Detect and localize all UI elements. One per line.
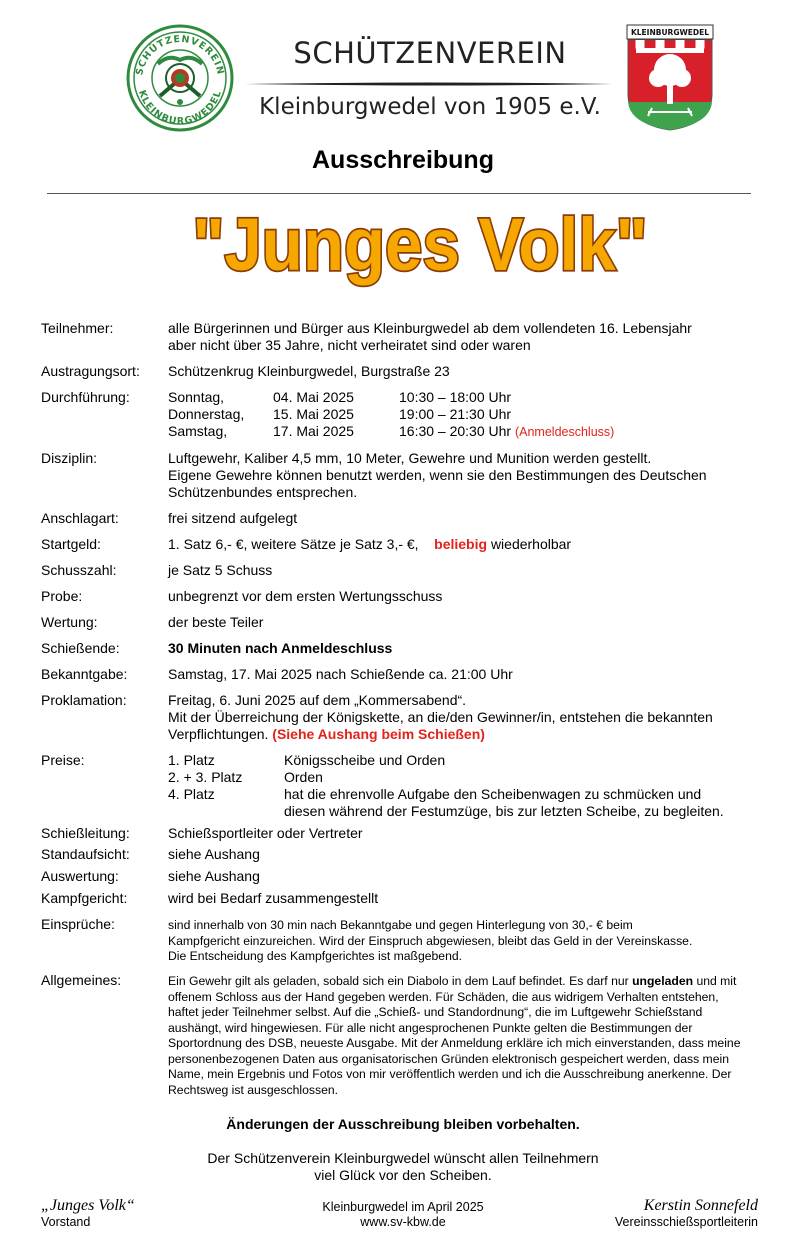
event-title-text: "Junges Volk" — [192, 203, 648, 286]
value-proklamation-3: Verpflichtungen. (Siehe Aushang beim Schießen) — [168, 726, 485, 742]
value-disziplin-2: Eigene Gewehre können benutzt werden, wenn sie den Bestimmungen des Deutschen — [168, 467, 707, 483]
value-anschlagart: frei sitzend aufgelegt — [168, 510, 298, 526]
reservation-notice: Änderungen der Ausschreibung bleiben vorbehalten. — [226, 1116, 580, 1132]
title-divider — [47, 193, 751, 194]
header-divider — [245, 82, 613, 86]
label-allgemeines: Allgemeines: — [41, 972, 122, 988]
value-disziplin-1: Luftgewehr, Kaliber 4,5 mm, 10 Meter, Gewehre und Munition werden gestellt. — [168, 450, 652, 466]
value-schiessleitung: Schießsportleiter oder Vertreter — [168, 825, 363, 841]
label-teilnehmer: Teilnehmer: — [41, 320, 114, 336]
value-allgemeines-3: haftet jeder Teilnehmer selbst. Auf die „Schieß- und Standordnung“, die im Luftgewehr Schießstand — [168, 1005, 703, 1019]
club-subtitle: Kleinburgwedel von 1905 e.V. — [259, 94, 601, 120]
allgemeines-emphasis: ungeladen — [632, 974, 694, 988]
label-anschlagart: Anschlagart: — [41, 510, 119, 526]
label-bekanntgabe: Bekanntgabe: — [41, 666, 128, 682]
date-time-2: 19:00 – 21:30 Uhr — [399, 406, 512, 422]
value-standaufsicht: siehe Aushang — [168, 846, 260, 862]
value-allgemeines-4: aushängt, wird hingewiesen. Für alle nicht angesprochenen Punkte gelten die Bestimmungen der — [168, 1020, 693, 1035]
label-schiessende: Schießende: — [41, 640, 120, 656]
label-disziplin: Disziplin: — [41, 450, 98, 466]
label-auswertung: Auswertung: — [41, 868, 119, 884]
value-allgemeines-7: Name, mein Ergebnis und Fotos von mir veröffentlich werden und ich die Ausschreibung anerkenne. Der — [168, 1067, 732, 1081]
proklamation-highlight: (Siehe Aushang beim Schießen) — [272, 726, 485, 742]
label-probe: Probe: — [41, 588, 83, 604]
label-startgeld: Startgeld: — [41, 536, 101, 552]
value-probe: unbegrenzt vor dem ersten Wertungsschuss — [168, 588, 443, 604]
footer-right-role: Vereinsschießsportleiterin — [614, 1215, 758, 1229]
prize-value-1: Königsscheibe und Orden — [284, 752, 446, 768]
town-crest-logo — [626, 24, 714, 132]
wish-line-2: viel Glück vor den Scheiben. — [314, 1167, 492, 1183]
value-bekanntgabe: Samstag, 17. Mai 2025 nach Schießende ca. 21:00 Uhr — [168, 666, 513, 682]
date-date-2: 15. Mai 2025 — [273, 406, 354, 422]
label-austragungsort: Austragungsort: — [41, 363, 140, 379]
date-day-2: Donnerstag, — [168, 406, 245, 422]
value-schiessende: 30 Minuten nach Anmeldeschluss — [168, 640, 393, 656]
value-teilnehmer-1: alle Bürgerinnen und Bürger aus Kleinburgwedel ab dem vollendeten 16. Lebensjahr — [168, 320, 692, 336]
date-date-3: 17. Mai 2025 — [273, 423, 354, 439]
prize-value-2: Orden — [284, 769, 323, 785]
value-disziplin-3: Schützenbundes entsprechen. — [168, 484, 358, 500]
label-schiessleitung: Schießleitung: — [41, 825, 130, 841]
footer-place-date: Kleinburgwedel im April 2025 — [322, 1200, 484, 1214]
prize-place-2: 2. + 3. Platz — [168, 769, 243, 785]
label-standaufsicht: Standaufsicht: — [41, 846, 130, 862]
wish-line-1: Der Schützenverein Kleinburgwedel wünscht allen Teilnehmern — [207, 1150, 599, 1166]
svg-text:KLEINBURGWEDEL: KLEINBURGWEDEL — [630, 28, 710, 37]
label-durchfuehrung: Durchführung: — [41, 389, 130, 405]
value-einsprueche-1: sind innerhalb von 30 min nach Bekanntgabe und gegen Hinterlegung von 30,- € beim — [168, 918, 633, 932]
value-allgemeines-8: Rechtsweg ist ausgeschlossen. — [168, 1082, 339, 1097]
value-schusszahl: je Satz 5 Schuss — [168, 562, 273, 578]
value-proklamation-2: Mit der Überreichung der Königskette, an die/den Gewinner/in, entstehen die bekannten — [168, 709, 713, 725]
prize-place-3: 4. Platz — [168, 786, 215, 802]
startgeld-highlight: beliebig — [434, 536, 488, 552]
label-kampfgericht: Kampfgericht: — [41, 890, 128, 906]
value-teilnehmer-2: aber nicht über 35 Jahre, nicht verheiratet sind oder waren — [168, 337, 531, 353]
value-allgemeines-1: Ein Gewehr gilt als geladen, sobald sich ein Diabolo in dem Lauf befindet. Es darf nur ungeladen und mit — [168, 974, 737, 988]
club-name: SCHÜTZENVEREIN — [293, 36, 567, 70]
date-time-3: 16:30 – 20:30 Uhr (Anmeldeschluss) — [399, 423, 615, 439]
value-allgemeines-2: offenem Schloss aus der Hand gegeben werden. Für Schäden, die aus widrigem Verhalten entstehen, — [168, 989, 719, 1004]
footer-left-signature: „Junges Volk“ — [41, 1197, 135, 1214]
date-day-1: Sonntag, — [168, 389, 225, 405]
registration-deadline-note: (Anmeldeschluss) — [514, 425, 615, 439]
club-seal-logo — [124, 24, 236, 132]
value-allgemeines-5: Sportordnung des DSB, neueste Ausgabe. Mit der Anmeldung erkläre ich mich einverstanden, dass meine — [168, 1036, 741, 1050]
value-austragungsort: Schützenkrug Kleinburgwedel, Burgstraße 23 — [168, 363, 450, 379]
label-schusszahl: Schusszahl: — [41, 562, 117, 578]
prize-value-3: hat die ehrenvolle Aufgabe den Scheibenwagen zu schmücken und — [284, 786, 702, 802]
value-startgeld: 1. Satz 6,- €, weitere Sätze je Satz 3,- €, beliebig wiederholbar — [168, 536, 572, 552]
date-date-1: 04. Mai 2025 — [273, 389, 354, 405]
label-proklamation: Proklamation: — [41, 692, 127, 708]
svg-text:SCHÜTZENVEREIN: SCHÜTZENVEREIN — [134, 33, 226, 77]
prize-value-3-cont: diesen während der Festumzüge, bis zur letzten Scheibe, zu begleiten. — [284, 803, 724, 819]
value-proklamation-1: Freitag, 6. Juni 2025 auf dem „Kommersabend“. — [168, 692, 467, 708]
value-allgemeines-6: personenbezogenen Daten aus organisatorischen Gründen elektronisch gespeichert werden, dass mein — [168, 1051, 729, 1066]
value-kampfgericht: wird bei Bedarf zusammengestellt — [168, 890, 379, 906]
event-title — [0, 198, 806, 288]
footer-website: www.sv-kbw.de — [360, 1215, 446, 1229]
date-time-1: 10:30 – 18:00 Uhr — [399, 389, 512, 405]
value-einsprueche-3: Die Entscheidung des Kampfgerichtes ist maßgebend. — [168, 949, 463, 963]
prize-place-1: 1. Platz — [168, 752, 215, 768]
svg-text:KLEINBURGWEDEL: KLEINBURGWEDEL — [135, 88, 224, 128]
label-preise: Preise: — [41, 752, 85, 768]
label-einsprueche: Einsprüche: — [41, 916, 115, 932]
date-day-3: Samstag, — [168, 423, 228, 439]
value-einsprueche-2: Kampfgericht einzureichen. Wird der Einspruch abgewiesen, bleibt das Geld in der Vereinskasse. — [168, 933, 693, 948]
label-wertung: Wertung: — [41, 614, 98, 630]
footer-right-signature: Kerstin Sonnefeld — [643, 1197, 758, 1214]
value-wertung: der beste Teiler — [168, 614, 264, 630]
footer-left-role: Vorstand — [41, 1215, 91, 1229]
document-type-heading: Ausschreibung — [312, 146, 494, 174]
value-auswertung: siehe Aushang — [168, 868, 260, 884]
